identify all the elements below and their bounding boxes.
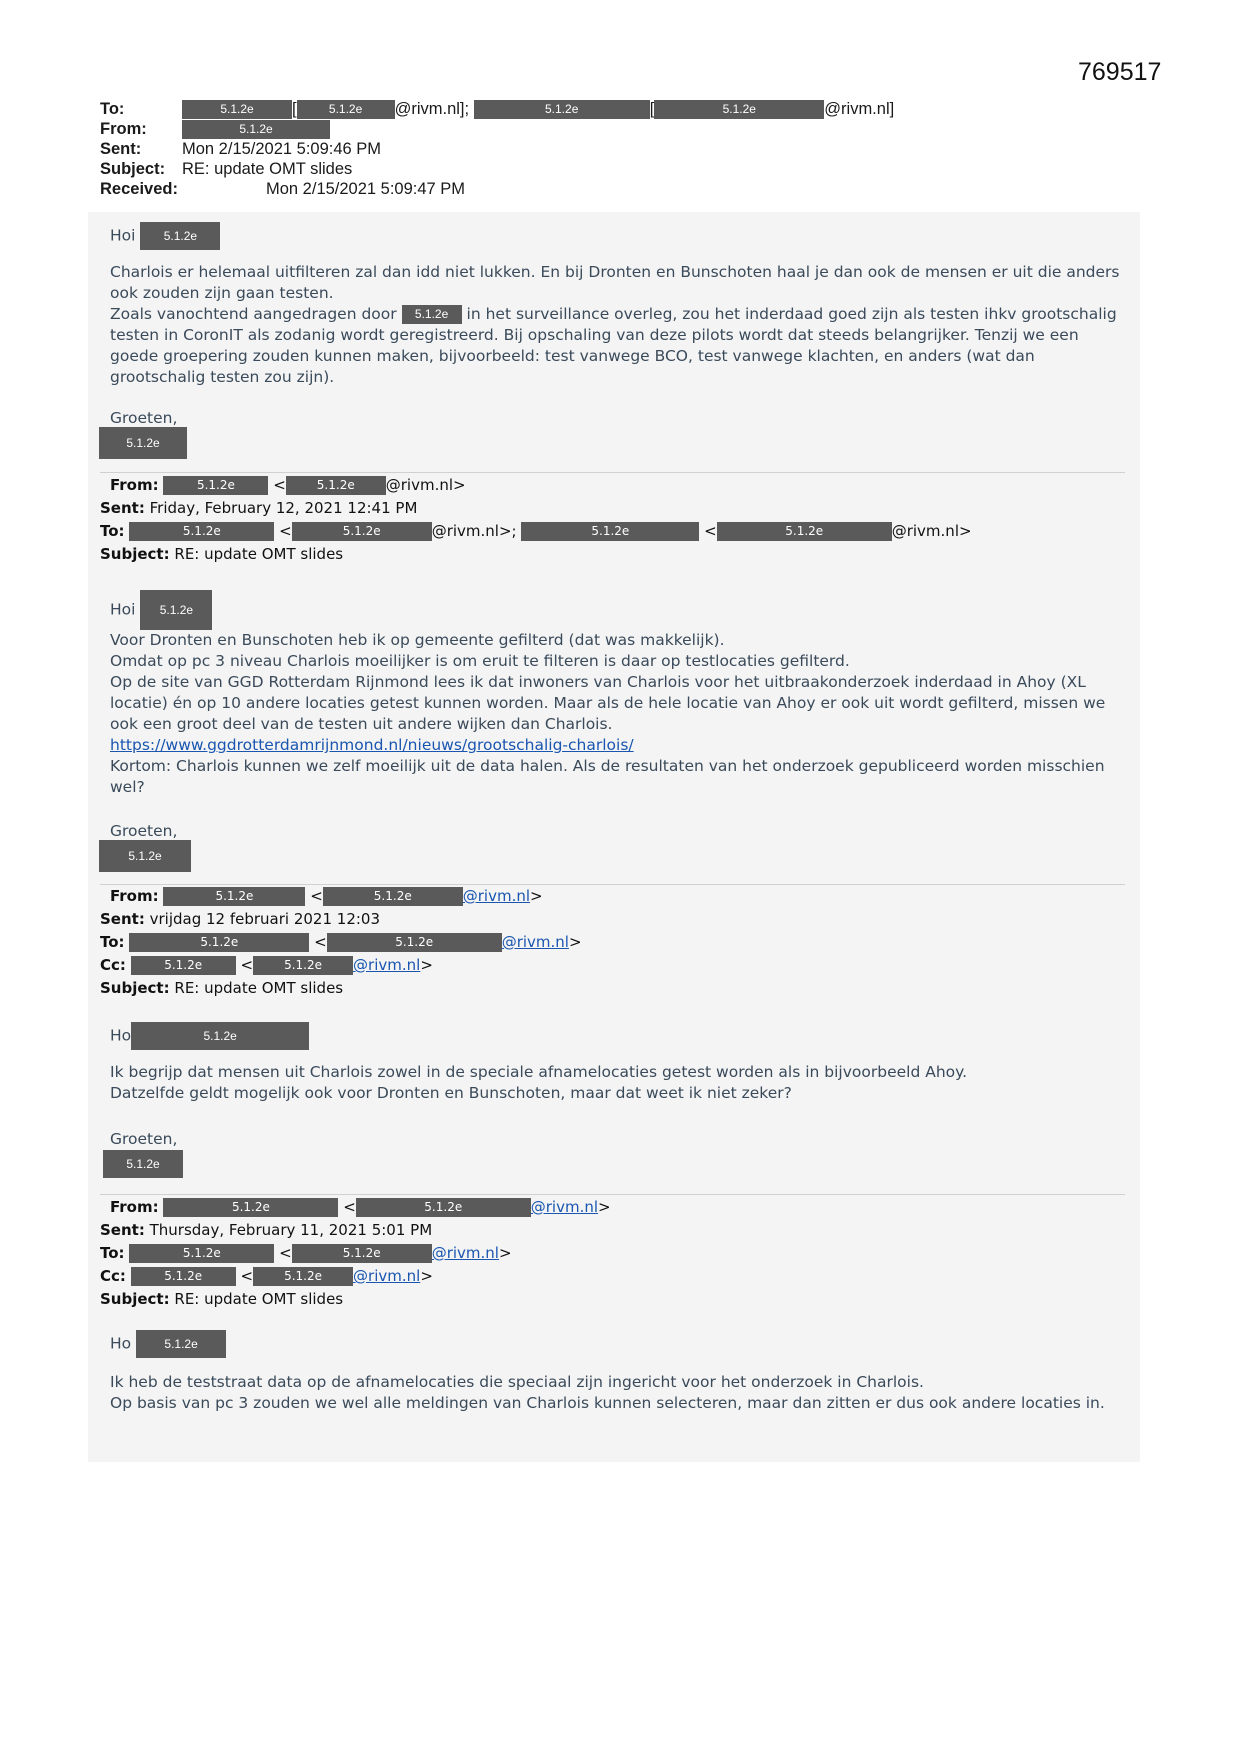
signature-redaction: 5.1.2e: [103, 1150, 183, 1178]
message-4-header: From: 5.1.2e < 5.1.2e @rivm.nl> Sent: Thursday, February 11, 2021 5:01 PM To: 5.1.2e < 5.1.2e @rivm.nl> Cc: 5.1.2e < 5.1.2e @rivm.nl> Subject: RE: update OMT slides: [100, 1198, 611, 1308]
paragraph: Voor Dronten en Bunschoten heb ik op gemeente gefilterd (dat was makkelijk).: [110, 631, 725, 649]
redaction-box: 5.1.2e: [356, 1198, 531, 1217]
greeting: Hoi 5.1.2e: [110, 590, 212, 630]
redaction-box: 5.1.2e: [474, 100, 650, 119]
message-1-body: [110, 262, 1130, 388]
redaction-box: 5.1.2e: [253, 1267, 353, 1286]
redaction-box: 5.1.2e: [131, 1267, 236, 1286]
email-link[interactable]: @rivm.nl: [462, 887, 531, 905]
redaction-box: 5.1.2e: [131, 1022, 309, 1050]
subject-label: Subject:: [100, 160, 166, 178]
message-4-body: [110, 1372, 1130, 1414]
closing: Groeten,: [110, 822, 178, 840]
redaction-box: 5.1.2e: [136, 1330, 226, 1358]
sent-value: Mon 2/15/2021 5:09:46 PM: [182, 140, 382, 158]
separator: [100, 884, 1125, 885]
greeting: Hoi 5.1.2e: [110, 222, 220, 250]
sent-label: Sent:: [100, 140, 142, 158]
paragraph: Op de site van GGD Rotterdam Rijnmond lees ik dat inwoners van Charlois voor het uitbraakonderzoek inderdaad in Ahoy (XL locatie) én op 10 andere locaties getest kunnen worden. Maar als de hele locatie van Ahoy er ook uit wordt gefilterd, missen we ook een groot deel van de testen uit andere wijken dan Charlois.: [110, 673, 1106, 733]
received-label: Received:: [100, 180, 178, 198]
redaction-box: 5.1.2e: [292, 1244, 432, 1263]
separator: [100, 1194, 1125, 1195]
email-link[interactable]: @rivm.nl: [431, 1244, 499, 1262]
bracket: [: [292, 100, 297, 118]
redaction-box: 5.1.2e: [654, 100, 824, 119]
redaction-box: 5.1.2e: [297, 100, 395, 119]
paragraph: Kortom: Charlois kunnen we zelf moeilijk uit de data halen. Als de resultaten van het onderzoek gepubliceerd worden misschien wel?: [110, 757, 1105, 796]
to-address-suffix: @rivm.nl]: [824, 100, 895, 118]
redaction-box: 5.1.2e: [163, 1198, 338, 1217]
redaction-box: 5.1.2e: [140, 222, 220, 250]
received-value: Mon 2/15/2021 5:09:47 PM: [266, 180, 466, 198]
signature-redaction: 5.1.2e: [99, 427, 187, 459]
email-link[interactable]: @rivm.nl: [501, 933, 569, 951]
redaction-box: 5.1.2e: [129, 522, 274, 541]
paragraph: Datzelfde geldt mogelijk ook voor Dronten en Bunschoten, maar dat weet ik niet zeker?: [110, 1084, 792, 1102]
bracket: [: [649, 100, 655, 118]
email-link[interactable]: @rivm.nl: [530, 1198, 599, 1216]
closing: Groeten,: [110, 1130, 178, 1148]
redaction-box: 5.1.2e: [286, 476, 386, 495]
redaction-box: 5.1.2e: [253, 956, 353, 975]
redaction-box: 5.1.2e: [292, 522, 432, 541]
redaction-box: 5.1.2e: [140, 590, 212, 630]
email-link[interactable]: @rivm.nl: [353, 1267, 421, 1285]
redaction-box: 5.1.2e: [402, 305, 462, 324]
paragraph: Ik heb de teststraat data op de afnamelocaties die speciaal zijn ingericht voor het onderzoek in Charlois.: [110, 1373, 924, 1391]
ggd-link[interactable]: https://www.ggdrotterdamrijnmond.nl/nieuws/grootschalig-charlois/: [110, 736, 634, 754]
subject-value: RE: update OMT slides: [182, 160, 353, 178]
paragraph: Omdat op pc 3 niveau Charlois moeilijker is om eruit te filteren is daar op testlocaties gefilterd.: [110, 652, 850, 670]
redaction-box: 5.1.2e: [521, 522, 699, 541]
message-3-header: From: 5.1.2e < 5.1.2e @rivm.nl> Sent: vrijdag 12 februari 2021 12:03 To: 5.1.2e < 5.1.2e @rivm.nl> Cc: 5.1.2e < 5.1.2e @rivm.nl> Subject: RE: update OMT slides: [100, 887, 582, 997]
document-number: 769517: [1078, 58, 1162, 86]
from-label: From:: [100, 120, 147, 138]
redaction-box: 5.1.2e: [131, 956, 236, 975]
redaction-box: 5.1.2e: [323, 887, 463, 906]
signature-redaction: 5.1.2e: [99, 840, 191, 872]
paragraph: Ik begrijp dat mensen uit Charlois zowel in de speciale afnamelocaties getest worden als in bijvoorbeeld Ahoy.: [110, 1063, 968, 1081]
message-2-header: From: 5.1.2e < 5.1.2e @rivm.nl> Sent: Friday, February 12, 2021 12:41 PM To: 5.1.2e < 5.1.2e @rivm.nl>; 5.1.2e < 5.1.2e @rivm.nl> Subject: RE: update OMT slides: [100, 476, 972, 563]
separator: [100, 472, 1125, 473]
message-3-body: [110, 1062, 1130, 1104]
redaction-box: 5.1.2e: [182, 100, 292, 119]
redaction-box: 5.1.2e: [182, 120, 330, 139]
redaction-box: 5.1.2e: [129, 933, 309, 952]
paragraph: Charlois er helemaal uitfilteren zal dan idd niet lukken. En bij Dronten en Bunschoten haal je dan ook de mensen er uit die anders ook zouden zijn gaan testen.: [110, 263, 1120, 302]
redaction-box: 5.1.2e: [717, 522, 892, 541]
redaction-box: 5.1.2e: [129, 1244, 274, 1263]
closing: Groeten,: [110, 409, 178, 427]
email-link[interactable]: @rivm.nl: [353, 956, 421, 974]
greeting: Ho 5.1.2e: [110, 1022, 309, 1050]
redaction-box: 5.1.2e: [163, 887, 305, 906]
message-2-body: [110, 630, 1130, 798]
redaction-box: 5.1.2e: [163, 476, 268, 495]
paragraph: Zoals vanochtend aangedragen door 5.1.2e in het surveillance overleg, zou het inderdaad goed zijn als testen ihkv grootschalig testen in CoronIT als zodanig wordt geregistreerd. Bij opschaling van deze pilots wordt dat steeds belangrijker. Tenzij we een goede groepering zouden kunnen maken, bijvoorbeeld: test vanwege BCO, test vanwege klachten, en anders (wat dan grootschalig testen zou zijn).: [110, 305, 1117, 386]
to-label: To:: [100, 100, 125, 118]
paragraph: Op basis van pc 3 zouden we wel alle meldingen van Charlois kunnen selecteren, maar dan zitten er dus ook andere locaties in.: [110, 1394, 1105, 1412]
to-address-suffix: @rivm.nl];: [394, 100, 470, 118]
redaction-box: 5.1.2e: [327, 933, 502, 952]
greeting: Ho 5.1.2e: [110, 1330, 226, 1358]
